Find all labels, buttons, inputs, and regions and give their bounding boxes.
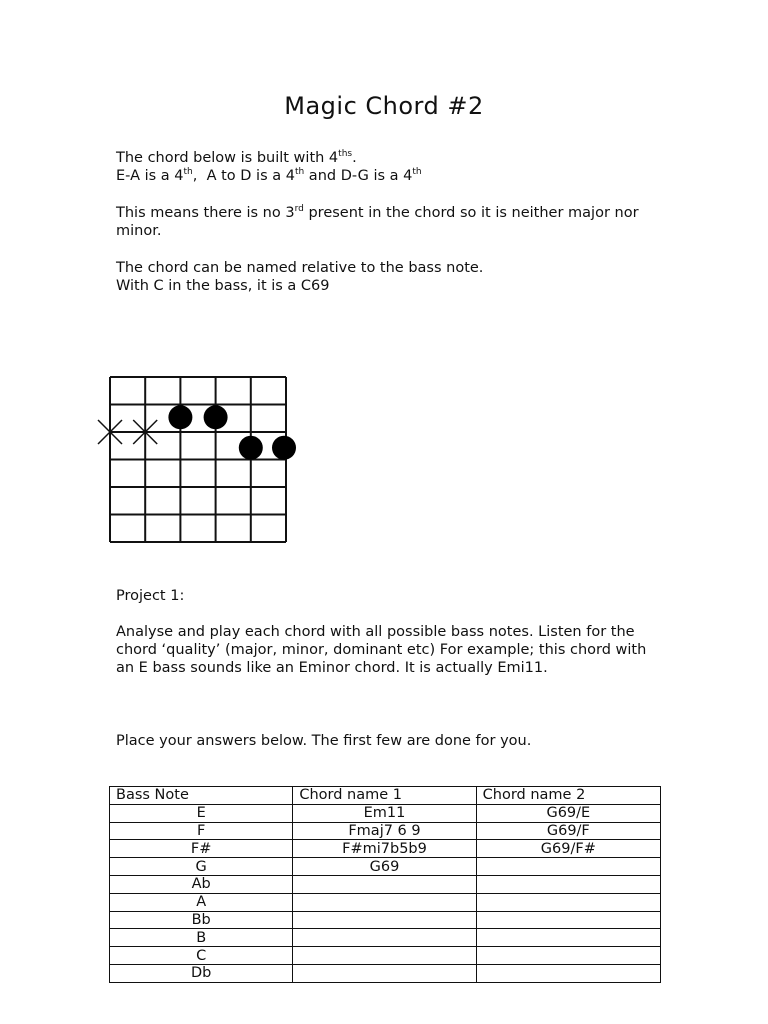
muted-string-mark	[133, 420, 157, 444]
superscript: rd	[294, 204, 304, 214]
superscript: th	[412, 167, 422, 177]
body-text: present in the chord so it is neither major nor minor.	[116, 205, 639, 239]
table-row	[110, 804, 661, 822]
chord-name-cell[interactable]: G69/F	[476, 822, 660, 840]
intro-text: , A to D is a 4	[192, 168, 295, 184]
intro-line-1	[116, 149, 676, 167]
bass-note-cell: G	[110, 858, 293, 876]
intro-text: E-A is a 4	[116, 168, 184, 184]
intro-line-2	[116, 167, 676, 185]
body-text: With C in the bass, it is a C69	[116, 278, 330, 294]
chord-name-cell[interactable]	[293, 964, 476, 982]
chord-name-cell[interactable]	[293, 929, 476, 947]
table-header-row	[110, 787, 661, 805]
finger-dot	[204, 405, 228, 429]
table-row	[110, 858, 661, 876]
table-row	[110, 964, 661, 982]
chord-name-cell[interactable]	[476, 893, 660, 911]
bass-note-cell: Ab	[110, 875, 293, 893]
chord-name-cell[interactable]	[293, 947, 476, 965]
superscript: th	[294, 167, 305, 177]
chord-name-cell[interactable]: G69	[293, 858, 476, 876]
bass-note-cell: B	[110, 929, 293, 947]
bass-note-cell: A	[110, 893, 293, 911]
instruction-text: Place your answers below. The first few are done for you.	[116, 733, 532, 749]
intro-text: The chord below is built with 4	[116, 150, 339, 166]
body-text: The chord can be named relative to the bass note.	[116, 260, 484, 276]
chord-name-cell[interactable]: F#mi7b5b9	[293, 840, 476, 858]
project-heading: Project 1:	[116, 588, 185, 604]
muted-string-mark	[98, 420, 122, 444]
chord-name-cell[interactable]	[476, 911, 660, 929]
table-row	[110, 893, 661, 911]
chord-name-cell[interactable]	[476, 875, 660, 893]
chord-name-cell[interactable]	[476, 947, 660, 965]
chord-name-cell[interactable]	[476, 858, 660, 876]
no-third-paragraph	[116, 204, 676, 240]
superscript: th	[183, 167, 193, 177]
finger-dot	[168, 405, 192, 429]
table-row	[110, 929, 661, 947]
muted-string-mark	[98, 420, 122, 444]
column-header: Bass Note	[110, 787, 293, 805]
intro-text: and D-G is a 4	[304, 168, 413, 184]
chord-marks	[98, 405, 296, 460]
bass-note-cell: E	[110, 804, 293, 822]
table-row	[110, 875, 661, 893]
intro-paragraph	[116, 149, 676, 185]
bass-note-cell: Bb	[110, 911, 293, 929]
column-header: Chord name 2	[476, 787, 660, 805]
finger-dot	[239, 436, 263, 460]
chord-name-cell[interactable]: G69/F#	[476, 840, 660, 858]
chord-name-cell[interactable]	[293, 893, 476, 911]
superscript: ths	[338, 149, 353, 159]
intro-text: .	[352, 150, 357, 166]
chord-name-cell[interactable]	[293, 911, 476, 929]
chord-name-cell[interactable]	[476, 929, 660, 947]
bass-note-cell: C	[110, 947, 293, 965]
chord-name-cell[interactable]: G69/E	[476, 804, 660, 822]
project-description: Analyse and play each chord with all possible bass notes. Listen for the chord ‘quality’ (major, minor, dominant etc) For example; this chord with an E bass sounds like an Eminor chord. It is actually Emi11.	[116, 624, 647, 676]
column-header: Chord name 1	[293, 787, 476, 805]
bass-note-cell: Db	[110, 964, 293, 982]
answers-table	[109, 786, 661, 983]
body-text: This means there is no 3	[116, 205, 295, 221]
table-row	[110, 911, 661, 929]
naming-paragraph	[116, 259, 676, 295]
chord-name-cell[interactable]: Fmaj7 6 9	[293, 822, 476, 840]
muted-string-mark	[133, 420, 157, 444]
table-row	[110, 840, 661, 858]
chord-name-cell[interactable]	[476, 964, 660, 982]
chord-grid	[110, 377, 286, 542]
bass-note-cell: F#	[110, 840, 293, 858]
finger-dot	[272, 436, 296, 460]
chord-name-cell[interactable]: Em11	[293, 804, 476, 822]
table-row	[110, 822, 661, 840]
chord-name-cell[interactable]	[293, 875, 476, 893]
table-row	[110, 947, 661, 965]
bass-note-cell: F	[110, 822, 293, 840]
page-title: Magic Chord #2	[284, 92, 484, 120]
